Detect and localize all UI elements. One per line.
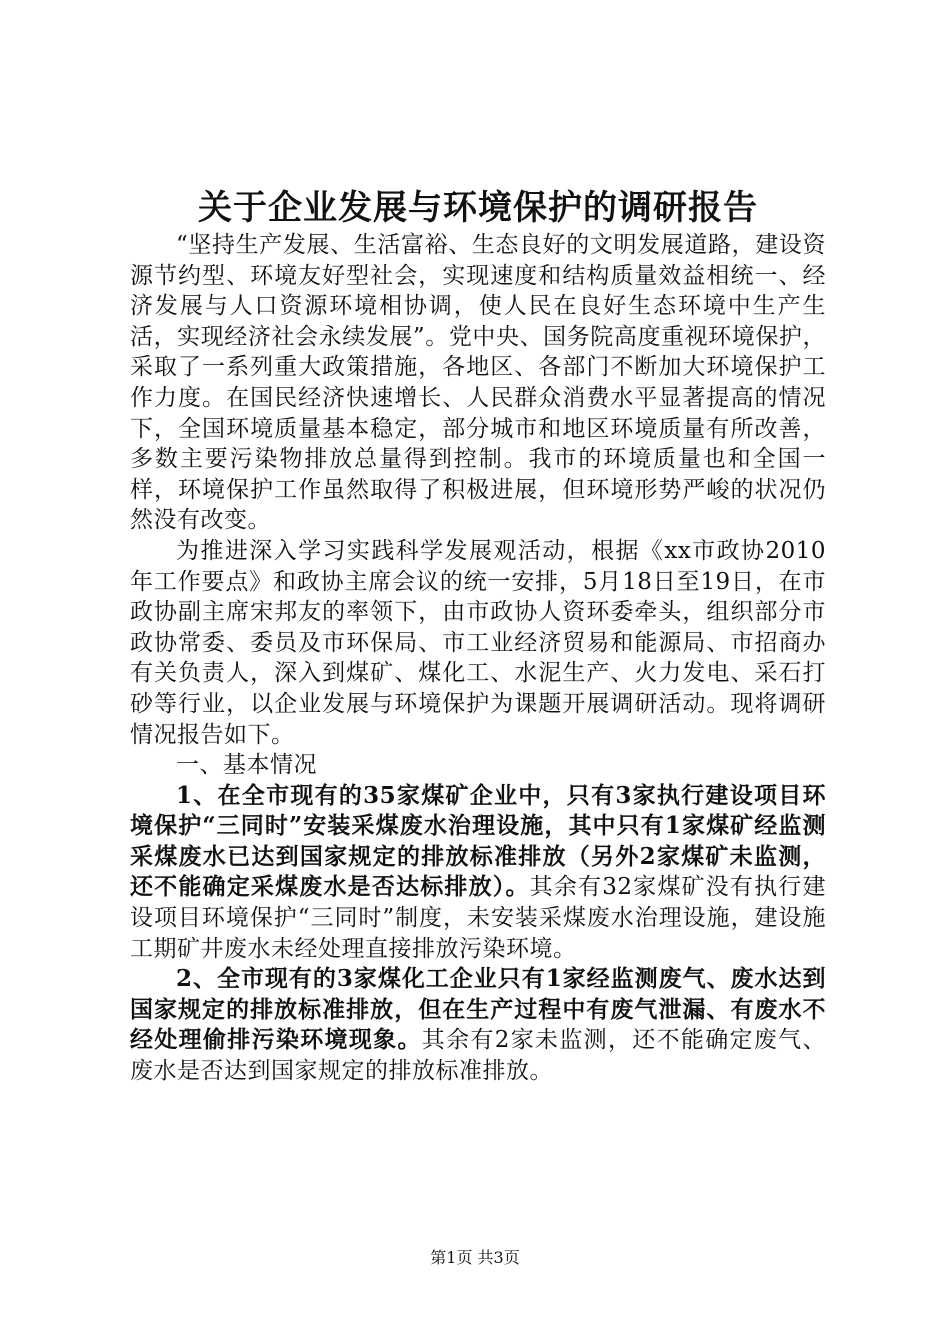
paragraph-coal-mines-rest: 其余有32家煤矿没有执行建设项目环境保护“三同时”制度，未安装采煤废水治理设施，建设施工期矿井废水未经处理直接排放污染环境。 [130,874,826,962]
section-heading-basic-situation: 一、基本情况 [176,752,317,779]
paragraph-coal-mines-bold: 1、在全市现有的35家煤矿企业中，只有3家执行建设项目环境保护“三同时”安装采煤废水治理设施，其中只有1家煤矿经监测采煤废水已达到国家规定的排放标准排放（另外2家煤矿未监测，还不能确定采煤废水是否达标排放）。 [130,781,826,901]
page-number-footer: 第1页 共3页 [430,1248,520,1267]
paragraph-coal-chemical-bold: 2、全市现有的3家煤化工企业只有1家经监测废气、废水达到国家规定的排放标准排放，但在生产过程中有废气泄漏、有废水不经处理偷排污染环境现象。 [130,965,826,1054]
paragraph-intro: “坚持生产发展、生活富裕、生态良好的文明发展道路，建设资源节约型、环境友好型社会，实现速度和结构质量效益相统一、经济发展与人口资源环境相协调，使人民在良好生态环境中生产生活，实现经济社会永续发展”。党中央、国务院高度重视环境保护，采取了一系列重大政策措施，各地区、各部门不断加大环境保护工作力度。在国民经济快速增长、人民群众消费水平显著提高的情况下，全国环境质量基本稳定，部分城市和地区环境质量有所改善，多数主要污染物排放总量得到控制。我市的环境质量也和全国一样，环境保护工作虽然取得了积极进展，但环境形势严峻的状况仍然没有改变。 [130,232,826,534]
paragraph-coal-mines [130,781,826,965]
paragraph-coal-chemical [130,964,826,1086]
paragraph-coal-chemical-rest: 其余有2家未监测，还不能确定废气、废水是否达到国家规定的排放标准排放。 [130,1027,826,1085]
document-title: 关于企业发展与环境保护的调研报告 [198,188,758,228]
paragraph-research-background: 为推进深入学习实践科学发展观活动，根据《xx市政协2010年工作要点》和政协主席会议的统一安排，5月18日至19日，在市政协副主席宋邦友的率领下，由市政协人资环委牵头，组织部分市政协常委、委员及市环保局、市工业经济贸易和能源局、市招商办有关负责人，深入到煤矿、煤化工、水泥生产、火力发电、采石打砂等行业，以企业发展与环境保护为课题开展调研活动。现将调研情况报告如下。 [130,537,826,748]
document-body [130,230,826,1087]
